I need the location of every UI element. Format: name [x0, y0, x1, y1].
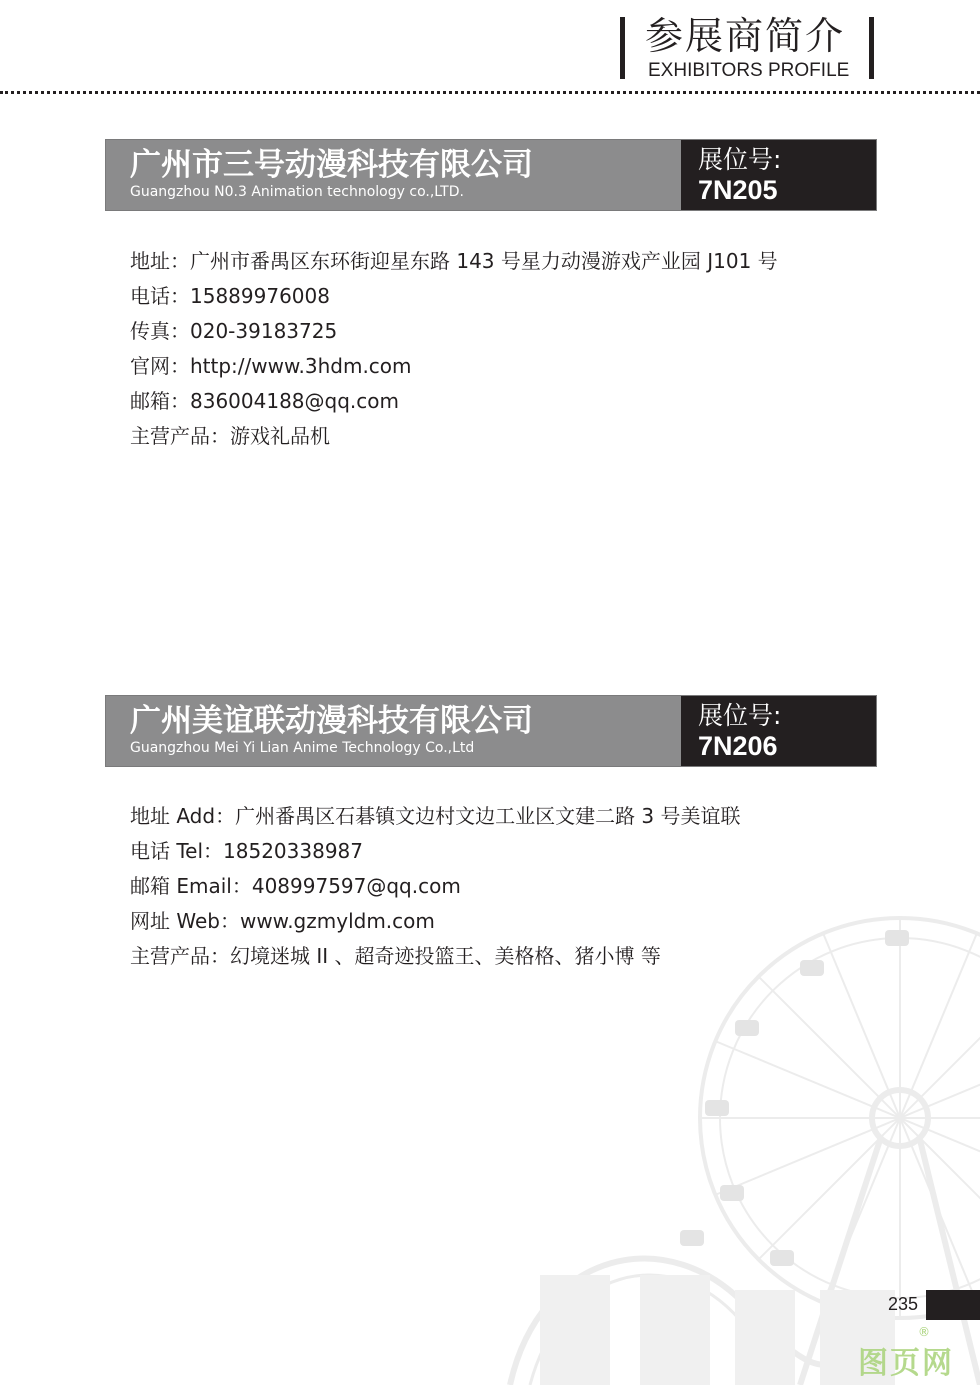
- header-title-cn: 参展商简介: [645, 14, 846, 58]
- products-line: 主营产品：游戏礼品机: [130, 424, 330, 448]
- dotted-divider: [0, 91, 980, 94]
- phone-line: 电话：15889976008: [130, 284, 330, 308]
- booth-label: 展位号:: [698, 145, 782, 174]
- page-number: 235: [888, 1294, 919, 1314]
- fax-line: 传真：020-39183725: [130, 319, 338, 343]
- page-tab: [926, 1290, 980, 1320]
- header-bar-left: [620, 17, 625, 79]
- registered-mark: ®: [918, 1325, 930, 1339]
- address-line: 地址 Add：广州番禺区石碁镇文边村文边工业区文建二路 3 号美谊联: [130, 804, 741, 828]
- email-line: 邮箱 Email：408997597@qq.com: [130, 874, 461, 898]
- booth-box: [681, 696, 876, 766]
- exhibitor-banner: [105, 139, 877, 211]
- booth-box: [681, 140, 876, 210]
- exhibitor-info: [130, 244, 778, 454]
- booth-number: 7N205: [698, 175, 778, 205]
- header-title-en: EXHIBITORS PROFILE: [648, 60, 850, 81]
- booth-label: 展位号:: [698, 701, 782, 730]
- website-line: 官网：http://www.3hdm.com: [130, 354, 412, 378]
- company-name-cn: 广州市三号动漫科技有限公司: [130, 147, 533, 183]
- company-name-en: Guangzhou Mei Yi Lian Anime Technology Co.,Ltd: [130, 740, 475, 756]
- address-line: 地址：广州市番禺区东环街迎星东路 143 号星力动漫游戏产业园 J101 号: [130, 249, 778, 273]
- header-bar-right: [869, 17, 874, 79]
- email-line: 邮箱：836004188@qq.com: [130, 389, 399, 413]
- booth-number: 7N206: [698, 731, 778, 761]
- exhibitor-banner: [105, 695, 877, 767]
- website-line: 网址 Web：www.gzmyldm.com: [130, 909, 435, 933]
- company-name-en: Guangzhou N0.3 Animation technology co.,LTD.: [130, 184, 464, 200]
- products-line: 主营产品：幻境迷城 II 、超奇迹投篮王、美格格、猪小博 等: [130, 944, 661, 968]
- phone-line: 电话 Tel：18520338987: [130, 839, 364, 863]
- site-logo: 图页网: [858, 1346, 954, 1381]
- company-name-cn: 广州美谊联动漫科技有限公司: [130, 703, 533, 739]
